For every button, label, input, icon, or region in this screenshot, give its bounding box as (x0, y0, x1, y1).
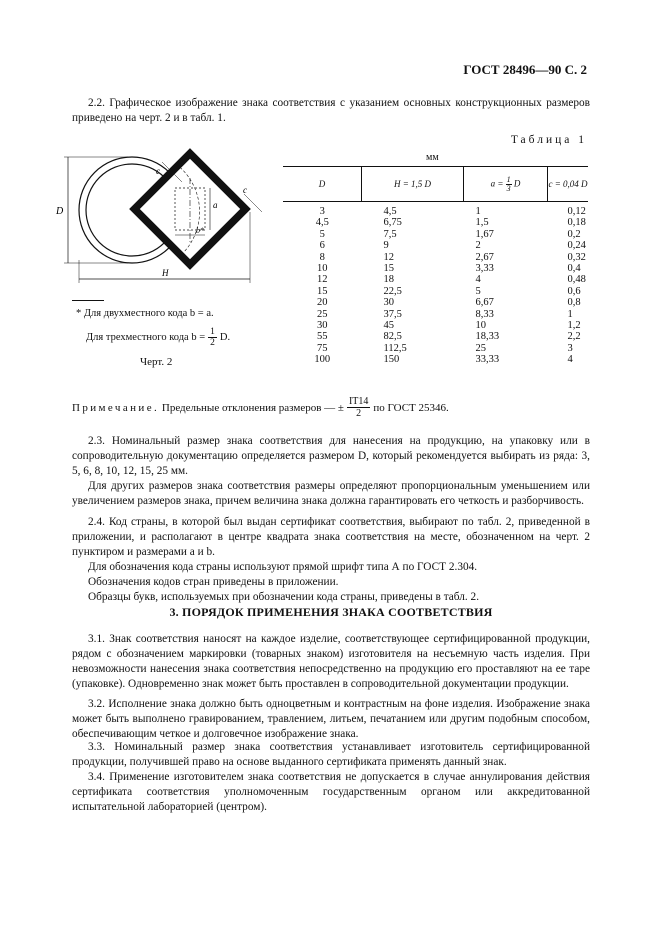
note-fraction (347, 396, 370, 419)
cell-a: 1,67 (475, 228, 494, 240)
footnote-line-1: * Для двухместного кода b = a. (76, 308, 214, 319)
paragraph-3-1: 3.1. Знак соответствия наносят на каждое изделие, соответствующее сертифицированной продукции, рядом с обозначением маркировки (товарных знаком) изготовителя на несъемную часть изделия. При невозможности нанесения знака соответствия непосредственно на продукцию его проставляют на ее таре (упаковке). Одновременно знак может быть проставлен в сопроводительной документации продукции. (72, 633, 590, 690)
cell-H: 9 (383, 240, 389, 252)
cell-H: 7,5 (383, 228, 397, 240)
footnote-fraction-num: 1 (210, 327, 215, 337)
cell-c: 0,24 (567, 240, 586, 252)
paragraph-3-4: 3.4. Применение изготовителем знака соответствия не допускается в случае аннулирования действия сертификата соответствия уполномоченным государственным органом или аккредитованной испытательной лабораторией (центром). (72, 771, 590, 813)
header-a (464, 167, 548, 202)
cell-a: 25 (475, 342, 486, 354)
table-row (283, 309, 588, 320)
paragraph-2-4b: Для обозначения кода страны используют прямой шрифт типа А по ГОСТ 2.304. (88, 561, 478, 573)
cell-a: 3,33 (475, 263, 494, 275)
cell-D: 12 (317, 274, 328, 286)
cell-H: 112,5 (383, 342, 407, 354)
paragraph-2-2: 2.2. Графическое изображение знака соответствия с указанием основных конструкционных размеров приведено на черт. 2 и в табл. 1. (72, 97, 590, 124)
cell-H: 18 (383, 274, 394, 286)
table-unit: мм (426, 152, 439, 163)
cell-D: 10 (317, 263, 328, 275)
table-row (283, 297, 588, 308)
cell-D: 8 (319, 251, 325, 263)
cell-a: 1 (475, 206, 481, 217)
dim-D-label: D (56, 206, 64, 217)
cell-a: 6,67 (475, 297, 494, 309)
footnote-fraction-den: 2 (210, 338, 215, 348)
cell-c: 0,48 (567, 274, 586, 286)
cell-a: 2,67 (475, 251, 494, 263)
cell-H: 15 (383, 263, 394, 275)
header-a-fraction-den: 3 (506, 183, 511, 193)
cell-c: 0,12 (567, 206, 586, 217)
conformity-mark-drawing (58, 148, 273, 288)
cell-c: 3 (567, 342, 573, 354)
cell-c: 1 (567, 308, 573, 320)
cell-D: 3 (319, 206, 325, 217)
cell-c: 0,8 (567, 297, 581, 309)
cell-c: 0,18 (567, 217, 586, 229)
note-fraction-num: IT14 (348, 396, 369, 407)
table-row (283, 229, 588, 240)
paragraph-2-4c: Обозначения кодов стран приведены в приложении. (88, 576, 339, 588)
footnote-fraction (208, 327, 217, 348)
table-row (283, 202, 588, 218)
cell-H: 4,5 (383, 206, 397, 217)
cell-H: 45 (383, 320, 394, 332)
note-text-prefix: Предельные отклонения размеров — ± (161, 401, 344, 414)
cell-D: 20 (317, 297, 328, 309)
header-a-fraction-num: 1 (506, 174, 511, 184)
cell-c: 4 (567, 354, 573, 366)
cell-c: 0,6 (567, 285, 581, 297)
cell-a: 2 (475, 240, 481, 252)
note-text-suffix: по ГОСТ 25346. (373, 401, 449, 414)
dim-b-label: b* (196, 226, 204, 235)
cell-a: 8,33 (475, 308, 494, 320)
header-a-suffix: D (513, 178, 521, 189)
header-c: c = 0,04 D (548, 167, 589, 202)
cell-c: 0,4 (567, 263, 581, 275)
cell-D: 100 (314, 354, 331, 366)
dimensions-table (283, 166, 588, 366)
dim-a-label: a (213, 200, 218, 210)
cell-H: 37,5 (383, 308, 402, 320)
dim-H-label: H (162, 268, 169, 278)
cell-H: 82,5 (383, 331, 402, 343)
paragraph-2-4d: Образцы букв, используемых при обозначении кода страны, приведены в табл. 2. (88, 591, 480, 603)
cell-H: 22,5 (383, 285, 402, 297)
cell-D: 55 (317, 331, 328, 343)
paragraph-2-3: 2.3. Номинальный размер знака соответствия для нанесения на продукцию, на упаковку или в сопроводительную документацию определяется размером D, который рекомендуется выбирать из ряда: 3, 5, 6, 8, 10, 12, 15, 25 мм. (72, 435, 590, 477)
table-body (283, 202, 588, 366)
table-note (72, 396, 590, 419)
table-row (283, 274, 588, 285)
cell-H: 12 (383, 251, 394, 263)
table-row (283, 217, 588, 228)
footnote-rule (72, 300, 104, 301)
table-row (283, 240, 588, 251)
cell-D: 5 (319, 228, 325, 240)
cell-c: 2,2 (567, 331, 581, 343)
cell-a: 1,5 (475, 217, 489, 229)
note-label: Примечание. (72, 401, 160, 414)
cell-a: 4 (475, 274, 481, 286)
header-D: D (283, 167, 362, 202)
cell-a: 33,33 (475, 354, 500, 366)
cell-D: 4,5 (315, 217, 329, 229)
cell-D: 6 (319, 240, 325, 252)
table-row (283, 354, 588, 365)
cell-a: 5 (475, 285, 481, 297)
cell-a: 18,33 (475, 331, 500, 343)
table-title: Таблица 1 (510, 134, 587, 146)
table-row (283, 263, 588, 274)
table-row (283, 320, 588, 331)
cell-H: 6,75 (383, 217, 402, 229)
note-fraction-den: 2 (356, 408, 362, 419)
cell-H: 150 (383, 354, 400, 366)
header-a-prefix: a = (490, 178, 504, 189)
cell-a: 10 (475, 320, 486, 332)
footnote-line-2 (72, 327, 292, 348)
table-row (283, 286, 588, 297)
table-header-row (283, 167, 588, 202)
cell-D: 75 (317, 342, 328, 354)
table-row (283, 343, 588, 354)
cell-c: 0,2 (567, 228, 581, 240)
table-row (283, 331, 588, 342)
dim-c-right-label: c (243, 185, 247, 195)
page-header: ГОСТ 28496—90 С. 2 (463, 62, 587, 77)
cell-c: 1,2 (567, 320, 581, 332)
cell-D: 15 (317, 285, 328, 297)
cell-D: 30 (317, 320, 328, 332)
cell-D: 25 (317, 308, 328, 320)
footnote-line-2-prefix: Для трехместного кода b = (86, 331, 206, 343)
paragraph-3-2: 3.2. Исполнение знака должно быть одноцветным и контрастным на фоне изделия. Изображение знака может быть выполнено гравированием, травлением, литьем, печатанием или другим подобным способом, обеспечивающим четкое и долговечное изображение знака. (72, 698, 590, 740)
drawing-footnote (72, 300, 292, 348)
section-3-title: 3. ПОРЯДОК ПРИМЕНЕНИЯ ЗНАКА СООТВЕТСТВИЯ (169, 605, 493, 619)
cell-H: 30 (383, 297, 394, 309)
drawing-caption: Черт. 2 (140, 356, 173, 368)
paragraph-2-3b: Для других размеров знака соответствия размеры определяют пропорциональным уменьшением или увеличением размеров знака, причем величина знака должна гарантировать его четкость и разборчивость. (72, 480, 590, 507)
table-row (283, 252, 588, 263)
cell-c: 0,32 (567, 251, 586, 263)
header-H: H = 1,5 D (362, 167, 464, 202)
header-a-fraction (506, 176, 512, 193)
footnote-line-2-suffix: D. (219, 331, 231, 343)
paragraph-3-3: 3.3. Номинальный размер знака соответствия устанавливает изготовитель сертифицированной продукции, получившей право на основе выданного сертификата применять данный знак. (72, 741, 590, 768)
paragraph-2-4: 2.4. Код страны, в которой был выдан сертификат соответствия, выбирают по табл. 2, приведенной в приложении, и располагают в центре квадрата знака соответствия на месте, обозначенном на черт. 2 пунктиром и размерами a и b. (72, 516, 590, 558)
dim-c-left-label: c (156, 166, 160, 176)
